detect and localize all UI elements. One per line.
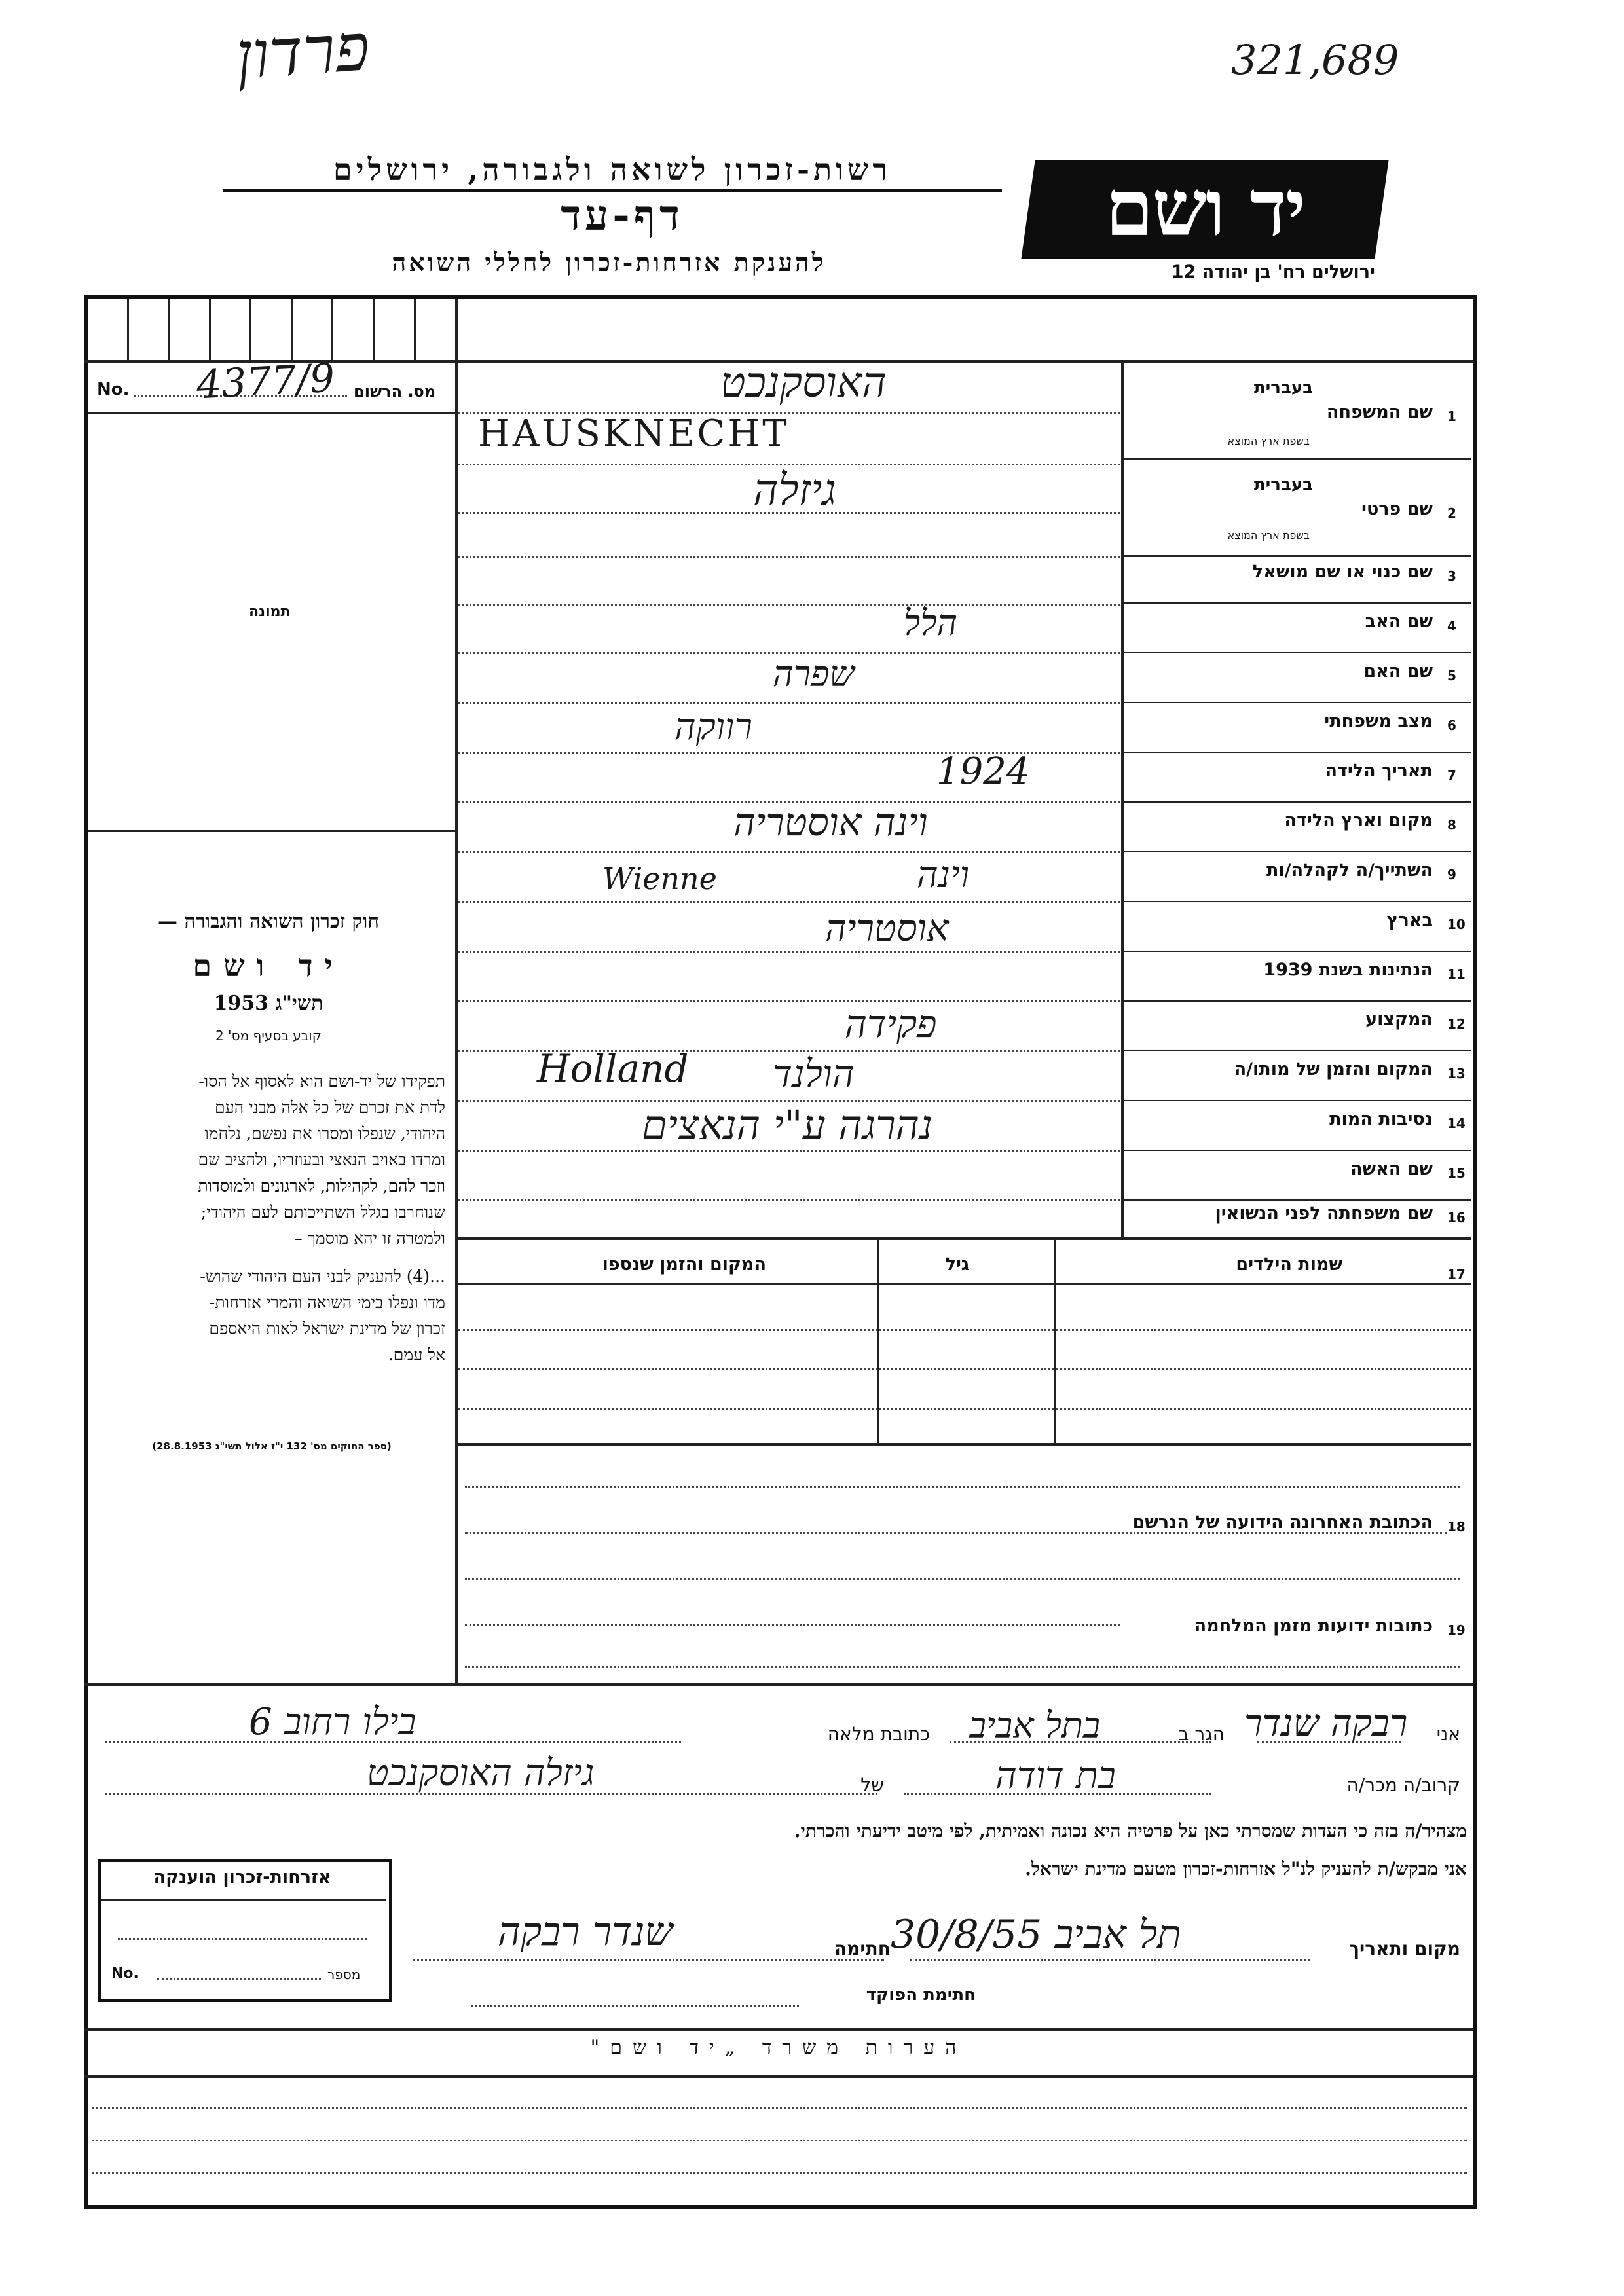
field-6-value: רווקה [674, 706, 752, 748]
field-19-number: 19 [1447, 1622, 1466, 1638]
signature-value: שנדר רבקה [498, 1909, 673, 1955]
field-13-number: 13 [1447, 1066, 1466, 1082]
logo-text: יד ושם [1105, 162, 1305, 253]
field-12-value: פקידה [845, 1002, 937, 1046]
field-4-label: שם האב [1365, 611, 1433, 632]
children-col-names: שמות הילדים [1236, 1254, 1342, 1275]
field-14-number: 14 [1447, 1116, 1466, 1131]
header-squares [88, 299, 454, 360]
field-7-label: תאריך הלידה [1325, 761, 1433, 781]
field-18-label: הכתובת האחרונה הידועה של הנרשם [1132, 1512, 1433, 1533]
field-2-sub-origin: בשפת ארץ המוצא [1227, 529, 1310, 541]
photo-label: תמונה [249, 604, 291, 620]
law-footnote: (ספר החוקים מס' 132 י"ז אלול תשי"ג 28.8.1953) [152, 1440, 392, 1452]
field-11-label: הנתינות בשנת 1939 [1263, 960, 1433, 980]
law-clause: קובע בסעיף מס' 2 [215, 1028, 322, 1044]
field-13-value: הולנד [773, 1051, 855, 1096]
field-16-number: 16 [1447, 1210, 1466, 1226]
registry-no-label: No. [97, 380, 130, 399]
declarant-name: רבקה שנדר [1244, 1702, 1408, 1745]
field-5-label: שם האם [1363, 661, 1433, 682]
field-1-value-latin: HAUSKNECHT [478, 412, 790, 455]
field-10-value: אוסטריה [825, 907, 949, 950]
field-15-number: 15 [1447, 1165, 1466, 1181]
field-1-label: שם המשפחה [1326, 402, 1433, 422]
field-2-sub-hebrew: בעברית [1253, 475, 1313, 494]
children-col-place: המקום והזמן שנספו [602, 1254, 766, 1275]
field-7-value: 1924 [936, 750, 1030, 793]
archive-number: 321,689 [1231, 36, 1399, 84]
authority-name: רשות-זכרון לשואה ולגבורה, ירושלים [223, 152, 1002, 192]
field-7-number: 7 [1447, 767, 1456, 783]
field-10-number: 10 [1447, 917, 1466, 932]
registry-label: מס. הרשום [354, 382, 436, 401]
field-16-label: שם משפחתה לפני הנשואין [1215, 1203, 1433, 1224]
field-1-value: האוסקנכט [720, 359, 887, 407]
field-4-number: 4 [1447, 618, 1456, 634]
place-date-label: מקום ותאריך [1348, 1938, 1460, 1959]
field-5-value: שפרה [773, 653, 855, 695]
field-2-value: גיזלה [753, 465, 837, 515]
field-12-number: 12 [1447, 1016, 1466, 1032]
page-title: דף-עד [561, 191, 684, 240]
field-4-value: הלל [904, 602, 958, 644]
field-13-value-latin: Holland [537, 1046, 689, 1091]
field-1-sub-hebrew: בעברית [1253, 378, 1313, 397]
field-15-label: שם האשה [1350, 1159, 1433, 1179]
signature-label: חתימה [834, 1938, 891, 1959]
relation-of-value: גיזלה האוסקנכט [367, 1752, 595, 1795]
request-statement: אני מבקש/ת להעניק לנ"ל אזרחות-זכרון מטעם מדינת ישראל. [1025, 1858, 1467, 1880]
field-8-number: 8 [1447, 817, 1456, 833]
field-19-label: כתובות ידועות מזמן המלחמה [1194, 1616, 1433, 1636]
field-9-label: השתייך/ה לקהלה/ות [1266, 860, 1433, 881]
field-2-number: 2 [1447, 505, 1456, 521]
field-1-sub-origin: בשפת ארץ המוצא [1227, 435, 1310, 447]
address-label: כתובת מלאה [827, 1723, 930, 1745]
field-2-label: שם פרטי [1361, 499, 1433, 519]
relation-value: בת דודה [995, 1755, 1116, 1797]
citizenship-number-label: מספר [327, 1967, 361, 1982]
field-8-label: מקום וארץ הלידה [1284, 811, 1433, 831]
children-col-age: גיל [945, 1254, 969, 1275]
place-date-value: תל אביב 30/8/55 [891, 1912, 1181, 1958]
citizenship-title: אזרחות-זכרון הוענקה [153, 1867, 331, 1887]
declaration-statement: מצהיר/ה בזה כי העדות שמסרתי כאן על פרטיה היא נכונה ואמיתית, לפי מיטב ידיעתי והכרתי. [794, 1820, 1467, 1842]
field-13-label: המקום והזמן של מותו/ה [1234, 1059, 1433, 1080]
field-5-number: 5 [1447, 668, 1456, 683]
law-name: יד ושם [193, 948, 344, 983]
field-1-number: 1 [1447, 409, 1456, 424]
field-10-label: בארץ [1386, 910, 1433, 930]
field-11-number: 11 [1447, 966, 1466, 982]
field-14-value: נהרגה ע"י הנאצים [642, 1101, 933, 1149]
address: ירושלים רח' בן יהודה 12 [1171, 262, 1375, 282]
field-6-label: מצב משפחתי [1324, 711, 1433, 731]
field-8-value: וינה אוסטריה [733, 800, 928, 845]
law-heading: חוק זכרון השואה והגבורה — [158, 910, 379, 933]
field-3-number: 3 [1447, 568, 1456, 584]
declarant-address: בילו רחוב 6 [249, 1701, 416, 1743]
field-9-number: 9 [1447, 867, 1456, 883]
resident-label: הגר ב [1178, 1723, 1225, 1745]
field-18-number: 18 [1447, 1519, 1466, 1535]
relation-label: קרוב/ה מכר/ה [1346, 1774, 1460, 1796]
citizenship-no-label: No. [111, 1965, 139, 1982]
handwritten-name-top: פרדון [233, 9, 373, 94]
law-body: תפקידו של יד-ושם הוא לאסוף אל הסו- לדת את זכרם של כל אלה מבני העם היהודי, שנפלו ומסרו את נפשם, נלחמו ומרדו באויב הנאצי ובעוזריו, ולהציב שם וזכר להם, לקהילות, לארגונים ולמוסדות שנוחרבו בגלל השתייכותם לעם היהודי; ולמטרה זו יהא מוסמך – ...(4) להעניק לבני העם היהודי שהוש- מדו ונפלו בימי השואה והמרי אזרחות- זכרון של מדינת ישראל לאות היאספם אל עמם. [198, 1072, 445, 1364]
relation-of-label: של [860, 1774, 884, 1796]
registry-number: 4377/9 [195, 355, 336, 409]
field-3-label: שם כנוי או שם מושאל [1252, 562, 1433, 582]
remarks-title: הערות משרד „יד ושם" [590, 2036, 967, 2059]
field-17-number: 17 [1447, 1267, 1466, 1283]
field-6-number: 6 [1447, 718, 1456, 733]
page-subtitle: להענקת אזרחות-זכרון לחללי השואה [392, 247, 826, 277]
field-14-label: נסיבות המות [1329, 1109, 1433, 1129]
officer-signature-label: חתימת הפוקד [866, 1985, 976, 2005]
field-9-value-latin: Wienne [602, 861, 717, 896]
field-12-label: המקצוע [1365, 1010, 1433, 1030]
law-year: תשי"ג 1953 [213, 992, 323, 1015]
resident-city: בתל אביב [969, 1705, 1100, 1746]
declaration-ani-label: אני [1436, 1723, 1460, 1745]
field-9-value: וינה [917, 854, 970, 896]
